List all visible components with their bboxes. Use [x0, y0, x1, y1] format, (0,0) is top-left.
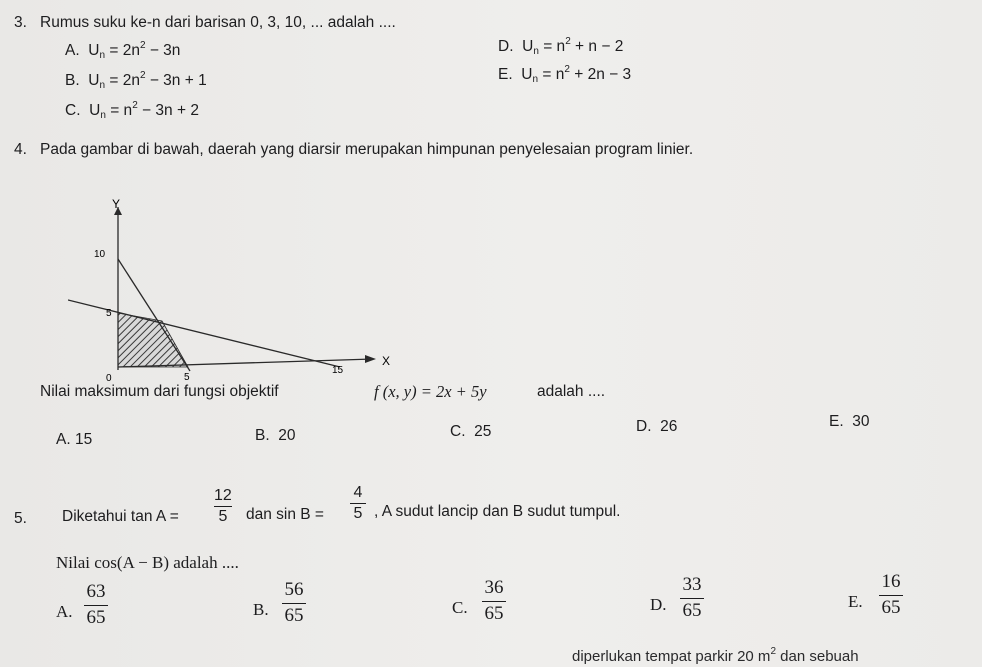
q3-number: 3.: [14, 14, 27, 31]
tan-numerator: 12: [214, 487, 232, 504]
formula-post: − 3n + 2: [137, 102, 199, 119]
option-letter: B.: [65, 72, 80, 89]
q5-option-d-fraction: [680, 575, 704, 621]
q5-option-b-letter: B.: [253, 600, 269, 619]
q5-option-d-letter: D.: [650, 595, 667, 614]
formula-exp: 2: [139, 70, 146, 81]
cut-off-next-question: [572, 646, 859, 665]
q5-number: 5.: [14, 510, 27, 527]
option-denominator: 65: [86, 607, 106, 628]
option-numerator: 36: [484, 577, 504, 598]
q5-option-a-letter: A.: [56, 602, 73, 621]
option-value: 20: [278, 427, 296, 444]
q4-option-c: [450, 423, 491, 441]
formula-sub: n: [99, 50, 106, 61]
cut-text-exp: 2: [770, 646, 776, 657]
option-letter: E.: [498, 66, 513, 83]
option-numerator: 56: [284, 579, 304, 600]
x-tick-5: 5: [184, 372, 190, 383]
formula-sub: n: [100, 110, 106, 121]
formula-pre: = n: [538, 66, 565, 83]
formula-sub: n: [99, 80, 106, 91]
q5-ask: Nilai cos(A − B) adalah ....: [56, 553, 239, 572]
formula-exp: 2: [132, 100, 138, 111]
q4-objective-end: adalah ....: [537, 383, 606, 400]
formula-lhs: U: [88, 72, 100, 89]
option-value: 25: [474, 423, 492, 440]
origin-label: 0: [106, 373, 112, 384]
q5-given-post: , A sudut lancip dan B sudut tumpul.: [374, 503, 621, 520]
x-tick-15: 15: [332, 365, 344, 376]
formula-lhs: U: [89, 102, 101, 119]
q5-option-a-fraction: [84, 582, 108, 628]
fraction-bar: [350, 503, 366, 504]
x-axis-arrow-icon: [365, 355, 376, 363]
formula-sub: n: [532, 74, 539, 85]
option-numerator: 63: [86, 581, 106, 602]
option-numerator: 33: [682, 574, 702, 595]
option-letter: C.: [450, 423, 466, 440]
option-letter: B.: [255, 427, 270, 444]
option-letter: D.: [636, 418, 652, 435]
option-letter: A.: [65, 42, 80, 59]
formula-pre: = n: [105, 102, 133, 119]
formula-post: + 2n − 3: [569, 66, 632, 83]
tan-denominator: 5: [218, 508, 228, 525]
x-axis-label: X: [382, 354, 391, 368]
q5-option-e-fraction: [879, 572, 903, 618]
option-value: 15: [74, 431, 93, 448]
tan-fraction: [214, 487, 232, 525]
q4-question: Pada gambar di bawah, daerah yang diarsir merupakan himpunan penyelesaian program linier.: [40, 141, 694, 158]
q4-option-d: [636, 418, 677, 436]
formula-lhs: U: [521, 66, 533, 83]
q5-given-pre: Diketahui tan A =: [62, 508, 179, 525]
formula-sub: n: [533, 46, 539, 57]
q3-option-d: [498, 36, 623, 57]
q4-option-e: [829, 413, 870, 431]
q4-objective-expr: f (x, y) = 2x + 5y: [374, 382, 487, 401]
sin-denominator: 5: [353, 505, 363, 522]
option-denominator: 65: [881, 597, 901, 618]
formula-pre: = n: [538, 38, 566, 55]
formula-lhs: U: [88, 42, 100, 59]
option-letter: E.: [829, 413, 844, 430]
q5-option-b-fraction: [282, 580, 306, 626]
sin-fraction: [350, 484, 366, 522]
q5-option-e-letter: E.: [848, 592, 863, 611]
y-tick-10: 10: [94, 249, 106, 260]
option-numerator: 16: [881, 571, 901, 592]
fraction-bar: [214, 506, 232, 507]
q3-option-a: [65, 40, 180, 61]
formula-exp: 2: [564, 64, 570, 75]
q3-question: Rumus suku ke-n dari barisan 0, 3, 10, ... adalah ....: [40, 14, 396, 31]
cut-text-end: dan sebuah: [776, 648, 859, 665]
formula-lhs: U: [522, 38, 534, 55]
option-letter: A.: [56, 431, 71, 448]
formula-post: + n − 2: [570, 38, 624, 55]
q5-option-c-fraction: [482, 578, 506, 624]
sin-numerator: 4: [353, 484, 363, 501]
option-value: 30: [852, 413, 870, 430]
fraction-bar: [482, 601, 506, 602]
formula-post: − 3n + 1: [145, 72, 207, 89]
option-denominator: 65: [284, 605, 304, 626]
option-letter: D.: [498, 38, 514, 55]
q4-objective-intro: Nilai maksimum dari fungsi objektif: [40, 383, 279, 400]
q4-option-a: [56, 431, 92, 449]
fraction-bar: [282, 603, 306, 604]
formula-pre: = 2n: [105, 42, 140, 59]
y-tick-5: 5: [106, 308, 112, 319]
formula-exp: 2: [565, 36, 571, 47]
q5-given-mid: dan sin B =: [246, 506, 324, 523]
formula-post: − 3n: [145, 42, 181, 59]
fraction-bar: [680, 598, 704, 599]
q3-option-e: [498, 64, 631, 85]
linear-program-graph: [68, 195, 408, 395]
option-value: 26: [660, 418, 678, 435]
fraction-bar: [84, 605, 108, 606]
cut-text-main: diperlukan tempat parkir 20 m: [572, 648, 771, 665]
formula-exp: 2: [139, 40, 146, 51]
q3-option-c: [65, 100, 199, 121]
fraction-bar: [879, 595, 903, 596]
q4-number: 4.: [14, 141, 27, 158]
q5-option-c-letter: C.: [452, 598, 468, 617]
formula-pre: = 2n: [105, 72, 140, 89]
option-denominator: 65: [682, 600, 702, 621]
option-letter: C.: [65, 102, 81, 119]
y-axis-label: Y: [112, 197, 121, 211]
option-denominator: 65: [484, 603, 504, 624]
q4-option-b: [255, 427, 296, 445]
q3-option-b: [65, 70, 207, 91]
